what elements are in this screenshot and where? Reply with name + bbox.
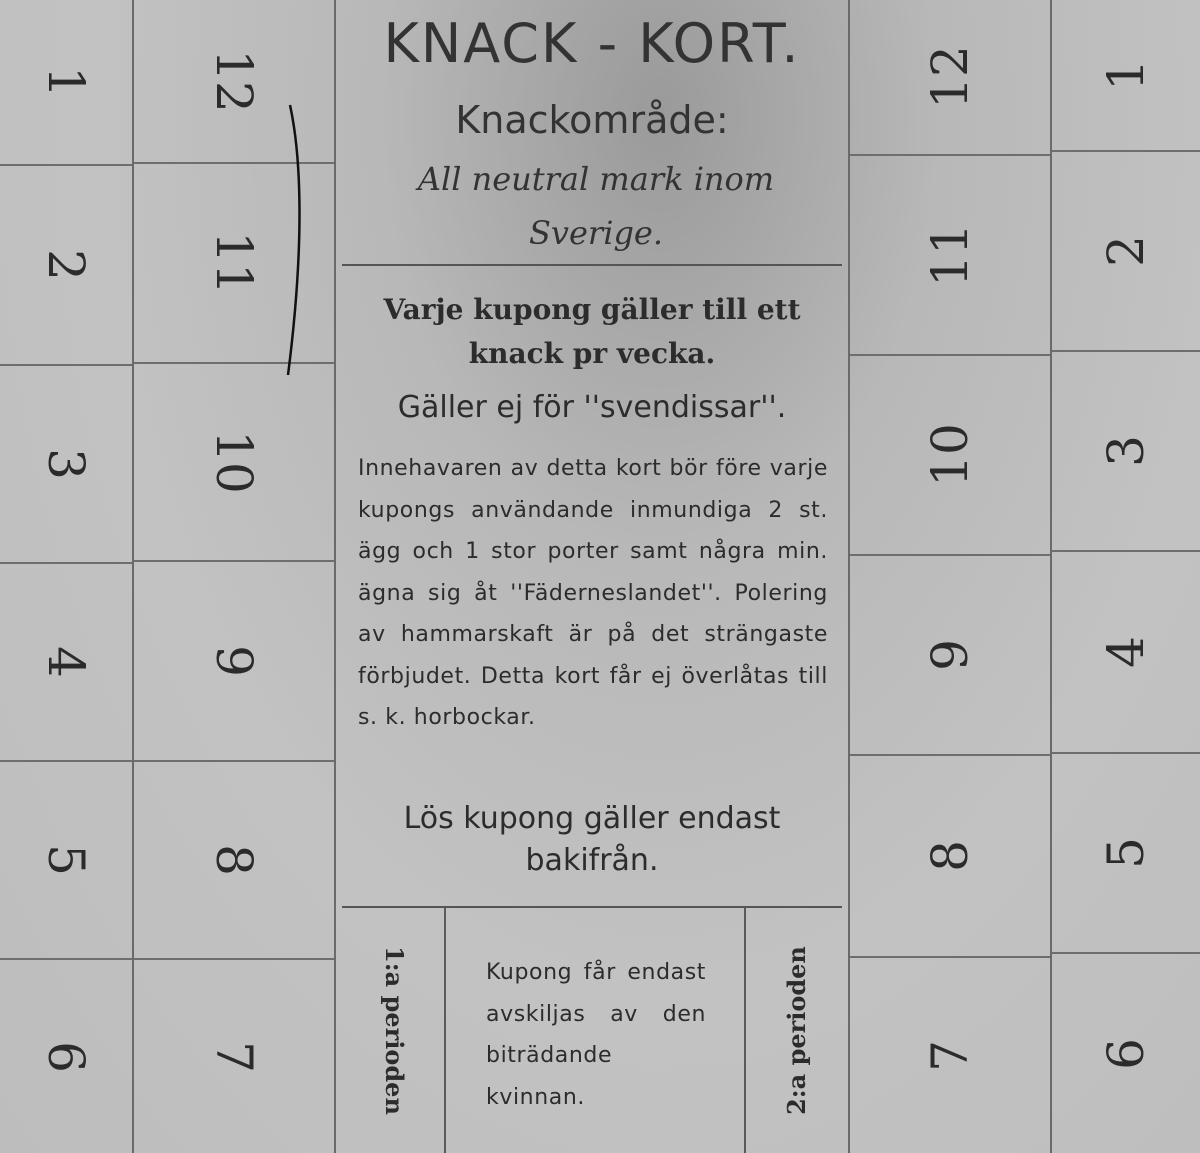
coupon-number: 4 <box>37 646 95 678</box>
coupon-number: 7 <box>205 1040 263 1073</box>
coupon-number: 1 <box>37 66 95 98</box>
holder-instructions: Innehavaren av detta kort bör före varje kupongs användande inmundiga 2 st. ägg och 1 stor porter samt några min. ägna sig åt ''Fäderneslandet''. Polering av hammarskaft är på det strängaste förbjudet. Detta kort får ej överlåtas till s. k. horbockar. <box>358 456 828 730</box>
coupon-cell[interactable] <box>850 0 1050 156</box>
coupon-number: 2 <box>37 249 95 281</box>
coupon-column-right-outer <box>1052 0 1200 1153</box>
area-text: All neutral mark inom Sverige. <box>417 160 775 252</box>
card-center-panel <box>336 0 848 1153</box>
coupon-cell[interactable] <box>0 366 132 564</box>
coupon-number: 4 <box>1097 636 1155 668</box>
coupon-cell[interactable] <box>0 762 132 960</box>
coupon-number: 12 <box>205 49 263 113</box>
coupon-cell[interactable] <box>850 756 1050 958</box>
bottom-divider <box>744 908 746 1153</box>
coupon-cell[interactable] <box>134 364 334 562</box>
coupon-cell[interactable] <box>134 960 334 1153</box>
coupon-number: 3 <box>37 448 95 480</box>
coupon-cell[interactable] <box>1052 0 1200 152</box>
section-divider <box>342 264 842 266</box>
coupon-cell[interactable] <box>1052 352 1200 552</box>
loose-coupon-note: Lös kupong gäller endast bakifrån. <box>403 801 781 878</box>
coupon-cell[interactable] <box>134 762 334 960</box>
coupon-cell[interactable] <box>0 564 132 762</box>
coupon-cell[interactable] <box>1052 552 1200 754</box>
coupon-number: 9 <box>921 639 979 671</box>
coupon-number: 12 <box>921 45 979 109</box>
coupon-number: 5 <box>1097 837 1155 869</box>
coupon-number: 3 <box>1097 435 1155 467</box>
coupon-number: 6 <box>1097 1037 1155 1070</box>
coupon-number: 8 <box>921 840 979 872</box>
coupon-cell[interactable] <box>1052 954 1200 1153</box>
period-1-label: 1:a perioden <box>379 946 409 1115</box>
coupon-number: 11 <box>921 223 979 287</box>
coupon-cell[interactable] <box>1052 152 1200 352</box>
coupon-number: 10 <box>205 430 263 494</box>
coupon-number: 5 <box>37 844 95 876</box>
coupon-cell[interactable] <box>134 562 334 762</box>
coupon-number: 1 <box>1097 59 1155 91</box>
coupon-rule: Varje kupong gäller till ett knack pr vecka. <box>383 293 801 370</box>
coupon-number: 2 <box>1097 235 1155 267</box>
pen-stroke-mark <box>280 100 310 380</box>
coupon-column-right-inner <box>850 0 1050 1153</box>
coupon-number: 8 <box>205 844 263 876</box>
coupon-cell[interactable] <box>850 156 1050 356</box>
coupon-number: 11 <box>205 231 263 295</box>
coupon-cell[interactable] <box>1052 754 1200 954</box>
coupon-number: 7 <box>921 1039 979 1072</box>
coupon-number: 6 <box>37 1040 95 1073</box>
coupon-cell[interactable] <box>850 556 1050 756</box>
coupon-number: 10 <box>921 423 979 487</box>
coupon-number: 9 <box>205 645 263 677</box>
exclusion-note: Gäller ej för ''svendissar''. <box>397 390 787 425</box>
bottom-divider <box>444 908 446 1153</box>
period-2-cell <box>748 908 844 1153</box>
card-title: KNACK - KORT. <box>383 12 801 75</box>
area-label: Knackområde: <box>455 98 729 142</box>
coupon-column-left-outer <box>0 0 132 1153</box>
coupon-cell[interactable] <box>0 960 132 1153</box>
coupon-cell[interactable] <box>0 0 132 166</box>
period-2-label: 2:a perioden <box>781 946 811 1115</box>
coupon-cell[interactable] <box>0 166 132 366</box>
period-1-cell <box>346 908 442 1153</box>
coupon-cell[interactable] <box>850 958 1050 1153</box>
bottom-section <box>346 908 844 1153</box>
coupon-cell[interactable] <box>850 356 1050 556</box>
coupon-detach-note: Kupong får endast avskiljas av den biträdande kvinnan. <box>486 960 706 1110</box>
